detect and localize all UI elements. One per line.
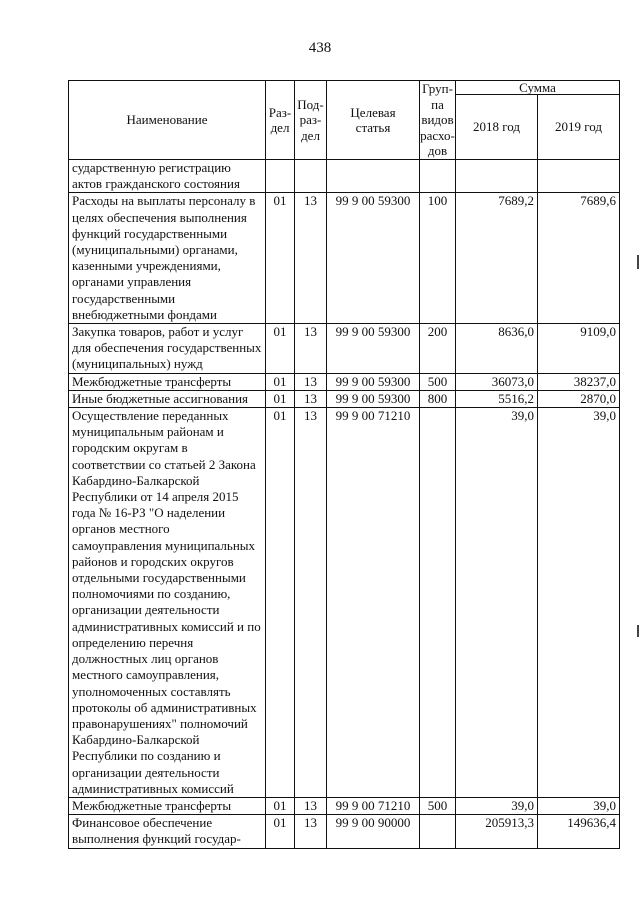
row-podrazdel (295, 160, 327, 193)
row-value-2019: 39,0 (538, 408, 620, 798)
row-target: 99 9 00 59300 (327, 193, 420, 324)
header-podrazdel: Под- раз- дел (295, 81, 327, 160)
row-target: 99 9 00 71210 (327, 408, 420, 798)
row-target (327, 160, 420, 193)
table-body (69, 160, 620, 849)
row-value-2018: 8636,0 (456, 324, 538, 374)
row-name: Иные бюджетные ассигнования (69, 390, 266, 407)
table-row (69, 390, 620, 407)
row-value-2019: 39,0 (538, 797, 620, 814)
row-value-2019: 2870,0 (538, 390, 620, 407)
edge-mark (637, 625, 639, 637)
row-razdel: 01 (266, 324, 295, 374)
row-razdel: 01 (266, 815, 295, 848)
row-name: Расходы на выплаты персоналу в целях обеспечения выполнения функций государственными (муниципальными) органами, казенными учреждениями, органами управления государственными внебюджетными фондами (69, 193, 266, 324)
row-name: Закупка товаров, работ и услуг для обеспечения государственных (муниципальных) нужд (69, 324, 266, 374)
row-value-2018: 39,0 (456, 797, 538, 814)
row-group: 800 (420, 390, 456, 407)
row-group: 200 (420, 324, 456, 374)
header-razdel: Раз- дел (266, 81, 295, 160)
row-group (420, 408, 456, 798)
row-value-2018: 39,0 (456, 408, 538, 798)
row-group: 500 (420, 797, 456, 814)
header-year-2019: 2019 год (538, 95, 620, 160)
row-name: Финансовое обеспечение выполнения функций государ- (69, 815, 266, 848)
table-row (69, 324, 620, 374)
row-name: Осуществление переданных муниципальным районам и городским округам в соответствии со статьей 2 Закона Кабардино-Балкарской Республики от 14 апреля 2015 года № 16-РЗ "О наделении органов местного самоуправления муниципальных районов и городских округов отдельными государственными полномочиями по созданию, организации деятельности административных комиссий и по определению перечня должностных лиц органов местного самоуправления, уполномоченных составлять протоколы об административных правонарушениях" полномочий Кабардино-Балкарской Республики по созданию и организации деятельности административных комиссий (69, 408, 266, 798)
row-razdel: 01 (266, 408, 295, 798)
row-value-2019: 7689,6 (538, 193, 620, 324)
row-name: сударственную регистрацию актов гражданского состояния (69, 160, 266, 193)
row-podrazdel: 13 (295, 390, 327, 407)
row-value-2018: 36073,0 (456, 373, 538, 390)
row-podrazdel: 13 (295, 324, 327, 374)
header-target: Целевая статья (327, 81, 420, 160)
row-value-2018: 7689,2 (456, 193, 538, 324)
table-row (69, 160, 620, 193)
row-podrazdel: 13 (295, 815, 327, 848)
edge-mark (637, 255, 639, 269)
row-value-2019 (538, 160, 620, 193)
table-row (69, 193, 620, 324)
row-target: 99 9 00 90000 (327, 815, 420, 848)
row-value-2019: 9109,0 (538, 324, 620, 374)
header-sum: Сумма (456, 81, 620, 95)
table-row (69, 373, 620, 390)
table-header (69, 81, 620, 160)
header-year-2018: 2018 год (456, 95, 538, 160)
table-row (69, 815, 620, 848)
row-target: 99 9 00 59300 (327, 324, 420, 374)
row-name: Межбюджетные трансферты (69, 797, 266, 814)
row-target: 99 9 00 59300 (327, 373, 420, 390)
budget-table (68, 80, 620, 849)
page-number: 438 (308, 40, 332, 56)
row-razdel: 01 (266, 390, 295, 407)
row-name: Межбюджетные трансферты (69, 373, 266, 390)
row-razdel (266, 160, 295, 193)
row-value-2019: 149636,4 (538, 815, 620, 848)
row-value-2018 (456, 160, 538, 193)
table-row (69, 408, 620, 798)
row-razdel: 01 (266, 193, 295, 324)
header-name: Наименование (69, 81, 266, 160)
row-group: 500 (420, 373, 456, 390)
row-podrazdel: 13 (295, 193, 327, 324)
row-target: 99 9 00 59300 (327, 390, 420, 407)
row-value-2019: 38237,0 (538, 373, 620, 390)
row-podrazdel: 13 (295, 373, 327, 390)
row-target: 99 9 00 71210 (327, 797, 420, 814)
row-podrazdel: 13 (295, 408, 327, 798)
table-row (69, 797, 620, 814)
row-group (420, 815, 456, 848)
header-group: Груп- па видов расхо- дов (420, 81, 455, 159)
row-razdel: 01 (266, 797, 295, 814)
row-value-2018: 5516,2 (456, 390, 538, 407)
row-group (420, 160, 456, 193)
row-group: 100 (420, 193, 456, 324)
row-razdel: 01 (266, 373, 295, 390)
row-value-2018: 205913,3 (456, 815, 538, 848)
row-podrazdel: 13 (295, 797, 327, 814)
